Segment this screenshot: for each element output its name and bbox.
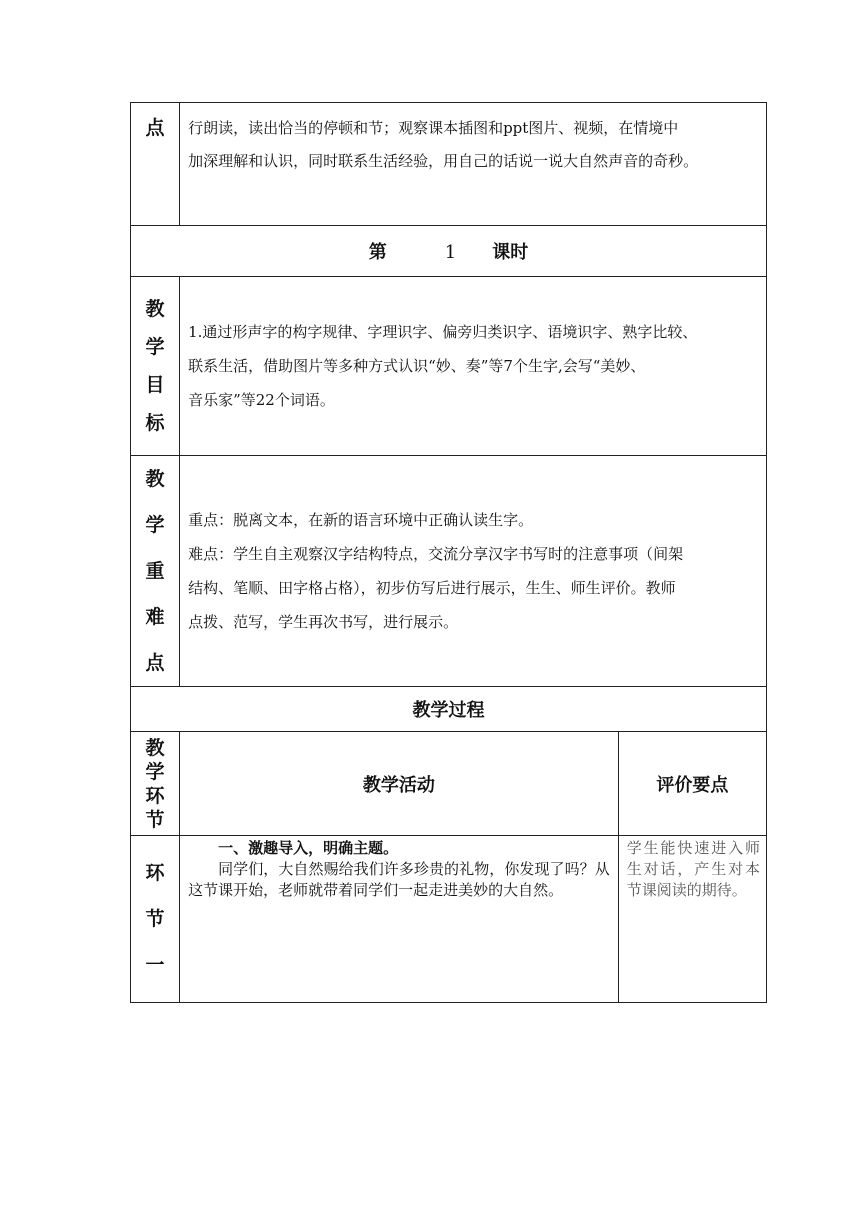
key-points-row <box>131 456 767 687</box>
key-points-line: 难点：学生自主观察汉字结构特点，交流分享汉字书写时的注意事项（间架 <box>188 545 684 563</box>
lesson-banner-suffix: 课时 <box>492 242 529 263</box>
goals-label: 教 学 目 标 <box>131 277 180 456</box>
goals-line: 1.通过形声字的构字规律、字理识字、偏旁归类识字、语境识字、熟字比较、 <box>188 323 698 341</box>
stage-one-evaluation: 学生能快速进入师生对话，产生对本节课阅读的期待。 <box>618 836 766 1003</box>
key-points-line: 点拨、范写，学生再次书写，进行展示。 <box>188 613 459 631</box>
goals-content <box>180 277 767 456</box>
lesson-banner-row <box>131 226 767 277</box>
difficulty-label: 点 <box>131 103 180 226</box>
activity-header: 教学活动 <box>180 732 619 836</box>
process-header-row <box>131 732 767 836</box>
process-title-row <box>131 687 767 732</box>
key-points-line: 重点：脱离文本，在新的语言环境中正确认读生字。 <box>188 511 534 529</box>
difficulty-content <box>180 103 767 226</box>
stage-one-row <box>131 836 767 1003</box>
lesson-banner-number: 1 <box>444 242 457 263</box>
key-points-content <box>180 456 767 687</box>
lesson-plan-table <box>130 102 767 1003</box>
difficulty-line: 加深理解和认识，同时联系生活经验，用自己的话说一说大自然声音的奇秒。 <box>188 152 699 170</box>
goals-line: 音乐家”等22个词语。 <box>188 391 335 409</box>
evaluation-header: 评价要点 <box>618 732 766 836</box>
lesson-banner-prefix: 第 <box>368 242 387 263</box>
key-points-label: 教 学 重 难 点 <box>131 456 180 687</box>
stage-one-paragraph: 同学们，大自然赐给我们许多珍贵的礼物，你发现了吗？从这节课开始，老师就带着同学们一起走进美妙的大自然。 <box>188 860 610 899</box>
key-points-line: 结构、笔顺、田字格占格），初步仿写后进行展示，生生、师生评价。教师 <box>188 579 676 597</box>
stage-one-activity <box>180 836 619 1003</box>
goals-row <box>131 277 767 456</box>
goals-line: 联系生活，借助图片等多种方式认识“妙、奏”等7个生字,会写“美妙、 <box>188 357 646 375</box>
lesson-banner <box>131 226 767 277</box>
process-title: 教学过程 <box>131 687 767 732</box>
stage-header-label: 教 学 环 节 <box>131 732 180 836</box>
difficulty-row <box>131 103 767 226</box>
stage-one-heading: 一、激趣导入，明确主题。 <box>218 839 399 857</box>
stage-one-label: 环 节 一 <box>131 836 180 1003</box>
difficulty-line: 行朗读，读出恰当的停顿和节；观察课本插图和ppt图片、视频，在情境中 <box>188 119 679 137</box>
